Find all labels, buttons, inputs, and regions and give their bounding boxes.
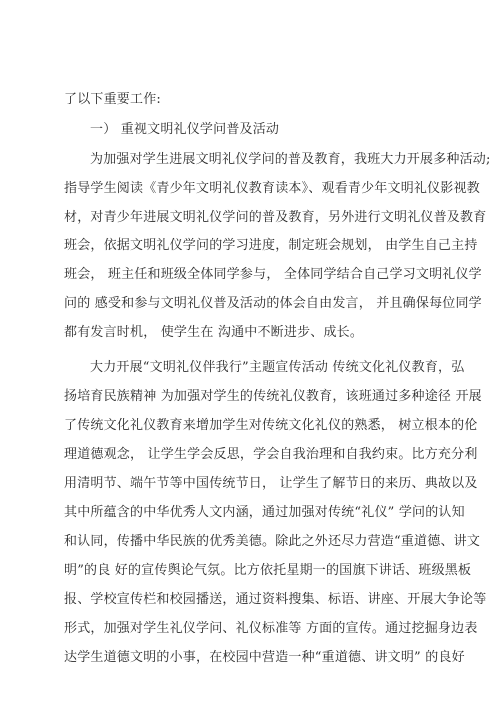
paragraph-line: 指导学生阅读《青少年文明礼仪教育读本》、观看青少年文明礼仪影视教 <box>64 181 480 196</box>
paragraph-line: 理道德观念， 让学生学会反思，学会自我治理和自我约束。比方充分利 <box>64 447 478 462</box>
paragraph-line: 其中所蕴含的中华优秀人文内涵，通过加强对传统“礼仪” 学问的认知 <box>64 505 465 520</box>
paragraph-line: 为加强对学生进展文明礼仪学问的普及教育，我班大力开展多种活动; <box>90 152 491 167</box>
paragraph-line: 大力开展“文明礼仪伴我行”主题宣传活动 传统文化礼仪教育，弘 <box>90 360 465 375</box>
paragraph-line: 明”的良 好的宣传舆论气氛。比方依托星期一的国旗下讲话、班级黑板 <box>64 563 472 578</box>
paragraph-line: 形式，加强对学生礼仪学问、礼仪标准等 方面的宣传。通过挖掘身边表 <box>64 621 478 636</box>
paragraph-line: 都有发言时机， 使学生在 沟通中不断进步、成长。 <box>64 325 364 340</box>
paragraph-line: 了传统文化礼仪教育来增加学生对传统文化礼仪的熟悉， 树立根本的伦 <box>64 418 478 433</box>
paragraph-line: 班会， 班主任和班级全体同学参与， 全体同学结合自己学习文明礼仪学 <box>64 267 482 282</box>
paragraph-line: 和认同，传播中华民族的优秀美德。除此之外还尽力营造“重道德、讲文 <box>64 534 481 549</box>
paragraph-line: 用清明节、端午节等中国传统节日， 让学生了解节日的来历、典故以及 <box>64 476 478 491</box>
paragraph-line: 材，对青少年进展文明礼仪学问的普及教育，另外进行文明礼仪普及教育 <box>64 210 487 225</box>
intro-line: 了以下重要工作: <box>64 92 161 107</box>
paragraph-line: 班会，依据文明礼仪学问的学习进度，制定班会规划， 由学生自己主持 <box>64 238 478 253</box>
paragraph-line: 达学生道德文明的小事，在校园中营造一种“重道德、讲文明” 的良好 <box>64 650 465 665</box>
paragraph-line: 扬培育民族精神 为加强对学生的传统礼仪教育，该班通过多种途径 开展 <box>64 389 482 404</box>
section-heading: 一） 重视文明礼仪学问普及活动 <box>90 122 280 137</box>
paragraph-line: 问的 感受和参与文明礼仪普及活动的体会自由发言， 并且确保每位同学 <box>64 296 482 311</box>
paragraph-line: 报、学校宣传栏和校园播送，通过资料搜集、标语、讲座、开展大争论等 <box>64 592 487 607</box>
